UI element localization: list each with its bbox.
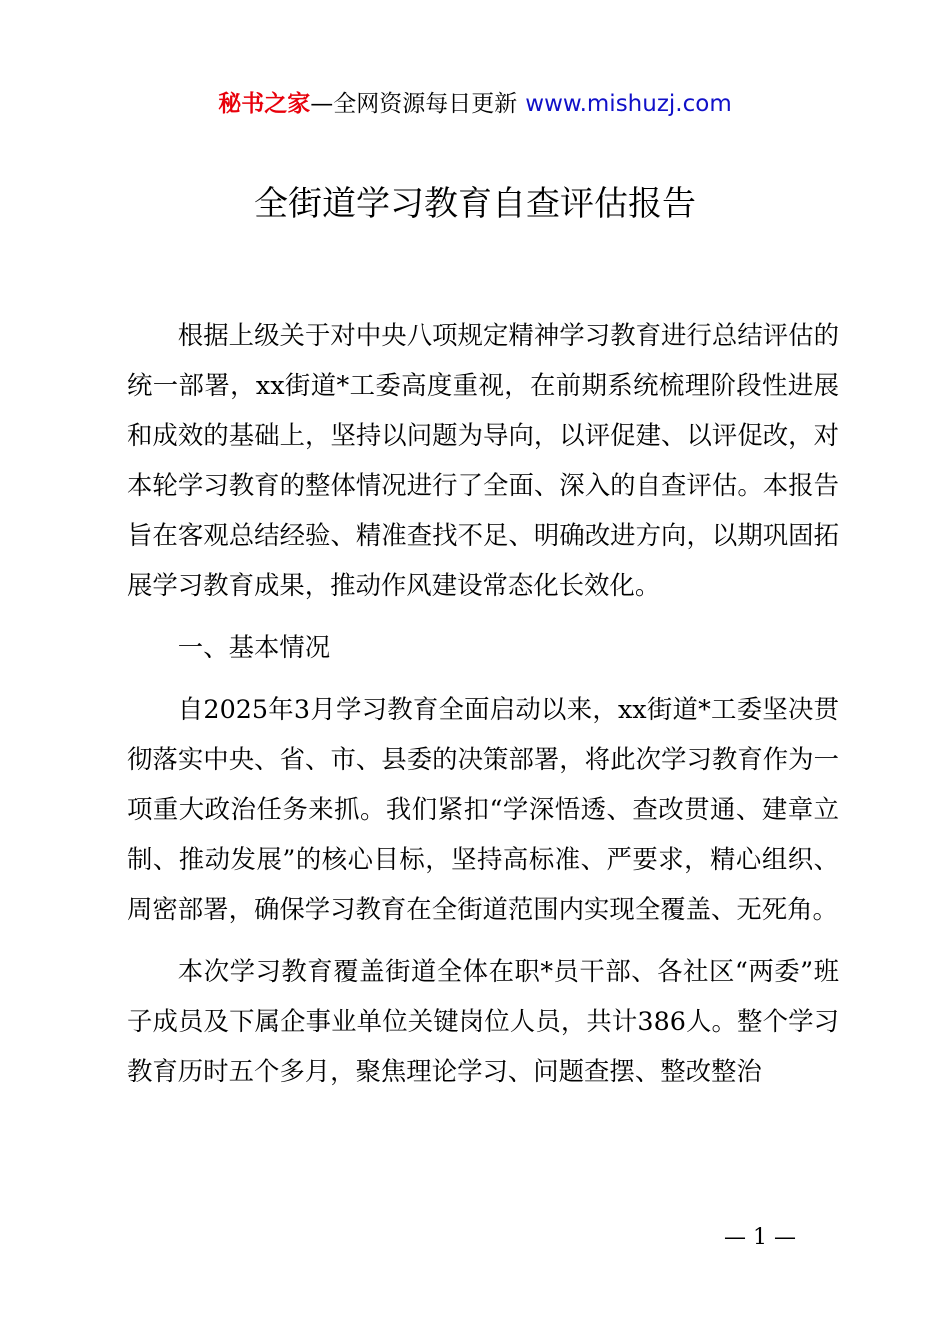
page-number: — 1 —	[724, 1225, 796, 1250]
header-dash: —	[310, 91, 334, 117]
site-url-link[interactable]: www.mishuzj.com	[525, 91, 732, 117]
body-paragraph: 自2025年3月学习教育全面启动以来，xx街道*工委坚决贯彻落实中央、省、市、县委的决策部署，将此次学习教育作为一项重大政治任务来抓。我们紧扣“学深悟透、查改贯通、建章立制、推动发展”的核心目标，坚持高标准、严要求，精心组织、周密部署，确保学习教育在全街道范围内实现全覆盖、无死角。	[127, 694, 839, 924]
section-heading: 一、基本情况	[177, 632, 331, 662]
document-body	[127, 310, 839, 1108]
body-paragraph: 本次学习教育覆盖街道全体在职*员干部、各社区“两委”班子成员及下属企事业单位关键岗位人员，共计386人。整个学习教育历时五个多月，聚焦理论学习、问题查摆、整改整治	[127, 956, 840, 1086]
site-header	[0, 86, 950, 122]
brand-name: 秘书之家	[218, 91, 311, 117]
intro-paragraph: 根据上级关于对中央八项规定精神学习教育进行总结评估的统一部署，xx街道*工委高度重视，在前期系统梳理阶段性进展和成效的基础上，坚持以问题为导向，以评促建、以评促改，对本轮学习教育的整体情况进行了全面、深入的自查评估。本报告旨在客观总结经验、精准查找不足、明确改进方向，以期巩固拓展学习教育成果，推动作风建设常态化长效化。	[127, 320, 839, 600]
document-title: 全街道学习教育自查评估报告	[254, 184, 696, 224]
header-tagline: 全网资源每日更新	[333, 91, 518, 117]
